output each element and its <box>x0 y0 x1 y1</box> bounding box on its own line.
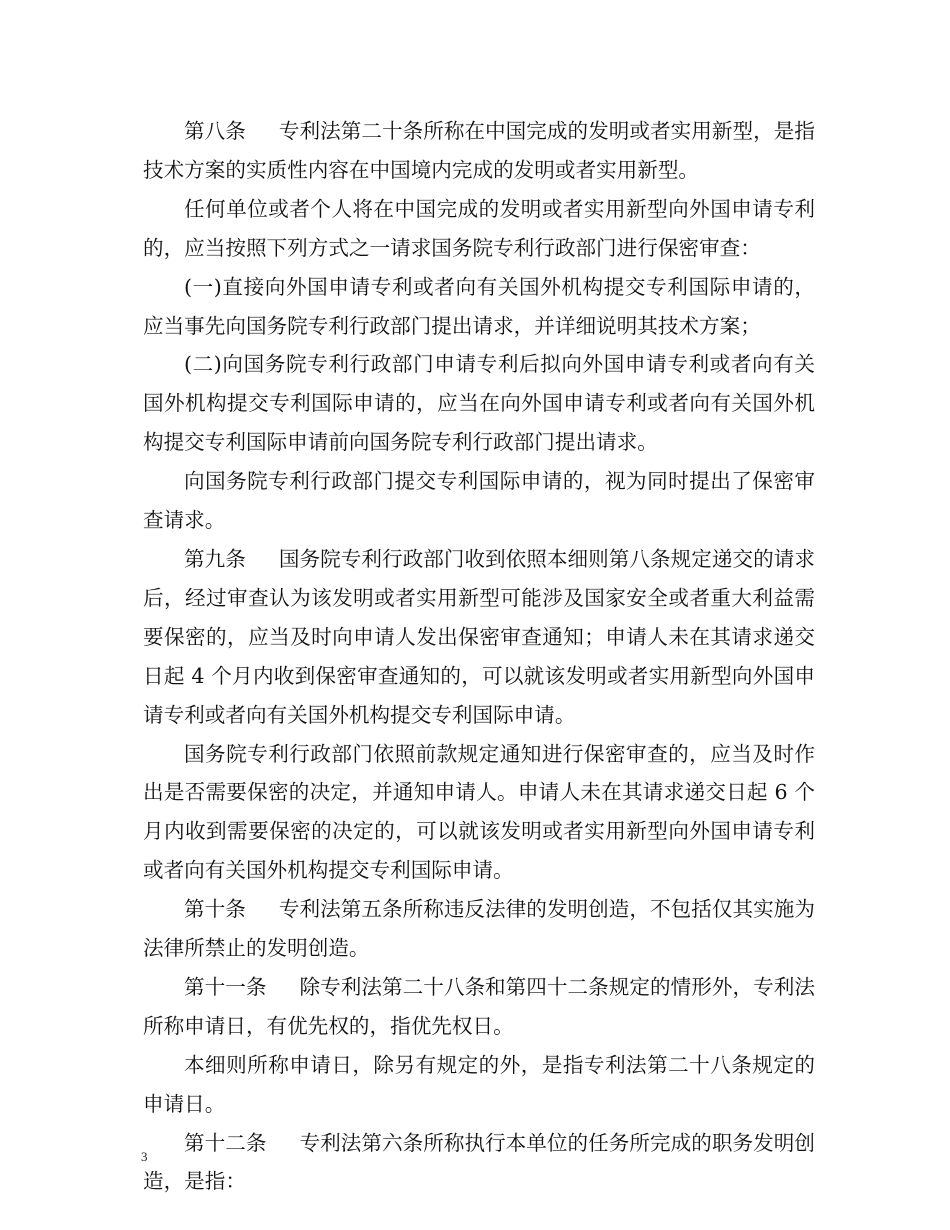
article-label: 第九条 <box>184 546 246 571</box>
paragraph-article-11 <box>143 968 815 1046</box>
article-label: 第十条 <box>184 897 246 922</box>
paragraph-item-1 <box>143 268 815 346</box>
paragraph-text: (一)直接向外国申请专利或者向有关国外机构提交专利国际申请的，应当事先向国务院专利行政部门提出请求，并详细说明其技术方案； <box>143 274 815 338</box>
paragraph-item-2 <box>143 345 815 462</box>
paragraph-text: (二)向国务院专利行政部门申请专利后拟向外国申请专利或者向有关国外机构提交专利国际申请的，应当在向外国申请专利或者向有关国外机构提交专利国际申请前向国务院专利行政部门提出请求。 <box>143 352 815 455</box>
paragraph-text: 除专利法第二十八条和第四十二条规定的情形外，专利法所称申请日，有优先权的，指优先权日。 <box>143 974 816 1038</box>
article-label: 第十二条 <box>184 1130 267 1155</box>
paragraph-text: 本细则所称申请日，除另有规定的外，是指专利法第二十八条规定的申请日。 <box>143 1052 815 1116</box>
paragraph <box>143 462 815 540</box>
article-label: 第八条 <box>184 119 246 143</box>
paragraph-article-12 <box>143 1124 815 1202</box>
paragraph-article-9 <box>143 540 815 735</box>
paragraph-text: 专利法第六条所称执行本单位的任务所完成的职务发明创造，是指： <box>143 1130 816 1194</box>
paragraph <box>143 735 815 891</box>
document-body <box>143 112 815 1201</box>
paragraph-article-8 <box>143 112 815 190</box>
article-label: 第十一条 <box>184 974 267 999</box>
paragraph-article-10 <box>143 890 815 968</box>
paragraph-text: 向国务院专利行政部门提交专利国际申请的，视为同时提出了保密审查请求。 <box>143 469 815 533</box>
paragraph-text: 任何单位或者个人将在中国完成的发明或者实用新型向外国申请专利的，应当按照下列方式之一请求国务院专利行政部门进行保密审查： <box>143 196 815 260</box>
paragraph-text: 专利法第二十条所称在中国完成的发明或者实用新型，是指技术方案的实质性内容在中国境内完成的发明或者实用新型。 <box>143 119 816 182</box>
paragraph-text: 专利法第五条所称违反法律的发明创造，不包括仅其实施为法律所禁止的发明创造。 <box>143 897 816 961</box>
paragraph-text: 国务院专利行政部门依照前款规定通知进行保密审查的，应当及时作出是否需要保密的决定，并通知申请人。申请人未在其请求递交日起 6 个月内收到需要保密的决定的，可以就该发明或者实用新型向外国申请专利或者向有关国外机构提交专利国际申请。 <box>143 741 815 883</box>
page-number: 3 <box>141 1149 148 1164</box>
paragraph <box>143 1046 815 1124</box>
paragraph-text: 国务院专利行政部门收到依照本细则第八条规定递交的请求后，经过审查认为该发明或者实用新型可能涉及国家安全或者重大利益需要保密的，应当及时向申请人发出保密审查通知；申请人未在其请求递交日起 4 个月内收到保密审查通知的，可以就该发明或者实用新型向外国申请专利或者向有关国外机构提交专利国际申请。 <box>143 546 816 727</box>
paragraph <box>143 190 815 268</box>
